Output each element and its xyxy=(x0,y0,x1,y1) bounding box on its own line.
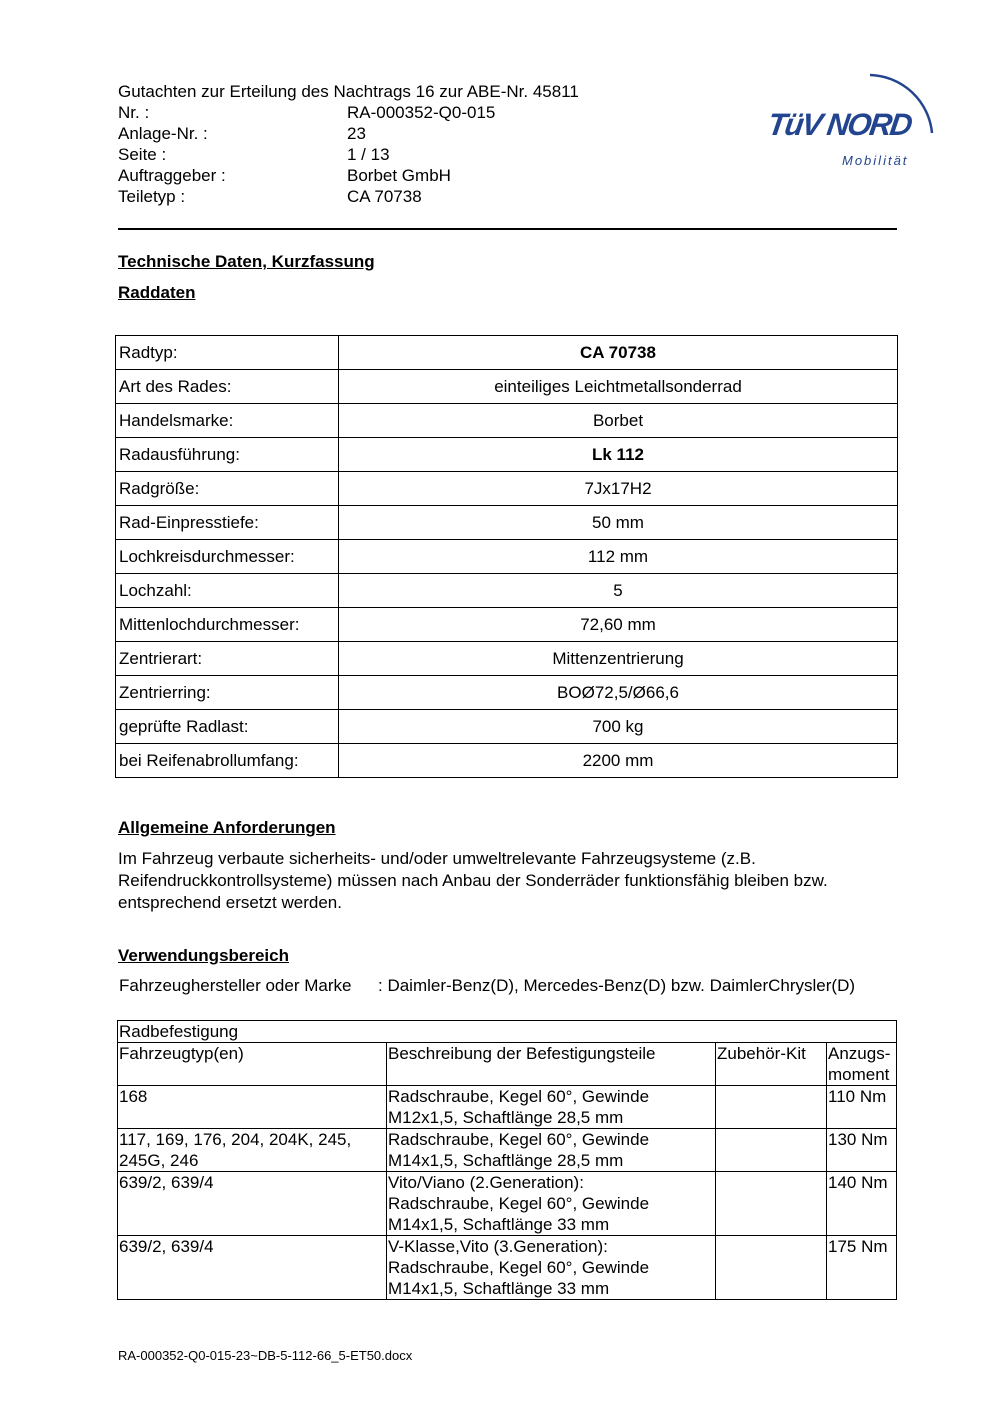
anzugsmoment-cell xyxy=(827,1172,897,1236)
table-row xyxy=(116,710,898,744)
raddaten-value: 7Jx17H2 xyxy=(339,472,898,506)
section-heading-raddaten: Raddaten xyxy=(118,283,196,302)
header-label: Auftraggeber : xyxy=(118,166,226,185)
raddaten-value: Lk 112 xyxy=(339,438,898,472)
anzugsmoment-cell xyxy=(827,1129,897,1172)
cell-line: Radschraube, Kegel 60°, Gewinde xyxy=(388,1130,650,1149)
raddaten-table xyxy=(115,335,898,778)
raddaten-value: 112 mm xyxy=(339,540,898,574)
table-row xyxy=(116,438,898,472)
cell-line: Radschraube, Kegel 60°, Gewinde xyxy=(388,1258,650,1277)
cell-line: Zubehör-Kit xyxy=(717,1044,806,1063)
paragraph-line: entsprechend ersetzt werden. xyxy=(118,893,342,912)
raddaten-label: bei Reifenabrollumfang: xyxy=(116,744,339,778)
cell-line: M14x1,5, Schaftlänge 28,5 mm xyxy=(388,1151,624,1170)
document-title: Gutachten zur Erteilung des Nachtrags 16 zur ABE-Nr. 45811 xyxy=(118,82,579,101)
cell-line: 130 Nm xyxy=(828,1130,888,1149)
logo-wordmark: TüV NORD xyxy=(765,107,913,142)
fahrzeugtyp-cell xyxy=(118,1236,387,1300)
table-row xyxy=(118,1086,897,1129)
header-value: Borbet GmbH xyxy=(347,166,451,185)
header-label: Nr. : xyxy=(118,103,150,122)
raddaten-label: Art des Rades: xyxy=(116,370,339,404)
column-header-fahrzeugtyp xyxy=(118,1043,387,1086)
raddaten-label: Handelsmarke: xyxy=(116,404,339,438)
column-header-beschreibung xyxy=(387,1043,716,1086)
beschreibung-cell xyxy=(387,1172,716,1236)
cell-line: Beschreibung der Befestigungsteile xyxy=(388,1044,656,1063)
table-row xyxy=(116,574,898,608)
cell-line: 245G, 246 xyxy=(119,1151,199,1170)
raddaten-value: einteiliges Leichtmetallsonderrad xyxy=(339,370,898,404)
zubehoer-kit-cell xyxy=(716,1172,827,1236)
cell-line: 168 xyxy=(119,1087,148,1106)
table-row xyxy=(118,1172,897,1236)
radbefestigung-table xyxy=(117,1020,897,1300)
raddaten-value: Borbet xyxy=(339,404,898,438)
table-row xyxy=(116,472,898,506)
table-row xyxy=(118,1129,897,1172)
fahrzeughersteller-value: : Daimler-Benz(D), Mercedes-Benz(D) bzw. DaimlerChrysler(D) xyxy=(378,976,856,995)
header-value: 23 xyxy=(347,124,366,143)
cell-line: Vito/Viano (2.Generation): xyxy=(388,1173,584,1192)
header-value: RA-000352-Q0-015 xyxy=(347,103,496,122)
header-label: Seite : xyxy=(118,145,167,164)
paragraph-line: Im Fahrzeug verbaute sicherheits- und/oder umweltrelevante Fahrzeugsysteme (z.B. xyxy=(118,849,756,868)
raddaten-value: 2200 mm xyxy=(339,744,898,778)
anzugsmoment-cell xyxy=(827,1236,897,1300)
beschreibung-cell xyxy=(387,1129,716,1172)
beschreibung-cell xyxy=(387,1086,716,1129)
header-value: 1 / 13 xyxy=(347,145,390,164)
column-header-anzugsmoment xyxy=(827,1043,897,1086)
raddaten-value: BOØ72,5/Ø66,6 xyxy=(339,676,898,710)
section-heading-verwendungsbereich: Verwendungsbereich xyxy=(118,946,289,965)
column-header-zubehoer-kit xyxy=(716,1043,827,1086)
header-value: CA 70738 xyxy=(347,187,422,206)
section-heading-technische-daten: Technische Daten, Kurzfassung xyxy=(118,252,375,271)
footer-filename: RA-000352-Q0-015-23~DB-5-112-66_5-ET50.docx xyxy=(118,1348,413,1363)
raddaten-value: Mittenzentrierung xyxy=(339,642,898,676)
cell-line: Radschraube, Kegel 60°, Gewinde xyxy=(388,1087,650,1106)
zubehoer-kit-cell xyxy=(716,1129,827,1172)
cell-line: 140 Nm xyxy=(828,1173,888,1192)
cell-line: M12x1,5, Schaftlänge 28,5 mm xyxy=(388,1108,624,1127)
raddaten-value: 5 xyxy=(339,574,898,608)
zubehoer-kit-cell xyxy=(716,1236,827,1300)
logo-subtitle: Mobilität xyxy=(842,153,909,168)
allgemeine-anforderungen-text xyxy=(118,848,898,914)
fahrzeugtyp-cell xyxy=(118,1172,387,1236)
cell-line: moment xyxy=(828,1065,890,1084)
raddaten-label: Radausführung: xyxy=(116,438,339,472)
raddaten-label: Zentrierart: xyxy=(116,642,339,676)
cell-line: 639/2, 639/4 xyxy=(119,1237,214,1256)
raddaten-label: Rad-Einpresstiefe: xyxy=(116,506,339,540)
raddaten-value: 50 mm xyxy=(339,506,898,540)
table-row xyxy=(116,608,898,642)
table-row xyxy=(116,744,898,778)
raddaten-label: Lochzahl: xyxy=(116,574,339,608)
cell-line: 639/2, 639/4 xyxy=(119,1173,214,1192)
table-row xyxy=(116,642,898,676)
table-row xyxy=(116,370,898,404)
raddaten-value: 72,60 mm xyxy=(339,608,898,642)
cell-line: M14x1,5, Schaftlänge 33 mm xyxy=(388,1215,610,1234)
cell-line: V-Klasse,Vito (3.Generation): xyxy=(388,1237,608,1256)
header-label: Anlage-Nr. : xyxy=(118,124,208,143)
header-field-teiletyp xyxy=(118,186,898,207)
zubehoer-kit-cell xyxy=(716,1086,827,1129)
section-heading-allgemeine-anforderungen: Allgemeine Anforderungen xyxy=(118,818,336,837)
raddaten-value: 700 kg xyxy=(339,710,898,744)
raddaten-label: Mittenlochdurchmesser: xyxy=(116,608,339,642)
raddaten-label: geprüfte Radlast: xyxy=(116,710,339,744)
table-row xyxy=(118,1236,897,1300)
cell-line: 175 Nm xyxy=(828,1237,888,1256)
raddaten-label: Radgröße: xyxy=(116,472,339,506)
cell-line: Radschraube, Kegel 60°, Gewinde xyxy=(388,1194,650,1213)
fahrzeughersteller-label: Fahrzeughersteller oder Marke xyxy=(119,976,352,995)
table-header-row xyxy=(118,1043,897,1086)
fahrzeugtyp-cell xyxy=(118,1129,387,1172)
raddaten-label: Zentrierring: xyxy=(116,676,339,710)
table-row xyxy=(116,336,898,370)
beschreibung-cell xyxy=(387,1236,716,1300)
radbefestigung-caption: Radbefestigung xyxy=(118,1021,897,1043)
table-row xyxy=(116,540,898,574)
anzugsmoment-cell xyxy=(827,1086,897,1129)
header-label: Teiletyp : xyxy=(118,187,186,206)
cell-line: 117, 169, 176, 204, 204K, 245, xyxy=(119,1130,352,1149)
cell-line: 110 Nm xyxy=(828,1087,887,1106)
paragraph-line: Reifendruckkontrollsysteme) müssen nach Anbau der Sonderräder funktionsfähig bleiben bzw. xyxy=(118,871,828,890)
fahrzeugtyp-cell xyxy=(118,1086,387,1129)
raddaten-label: Lochkreisdurchmesser: xyxy=(116,540,339,574)
cell-line: Anzugs- xyxy=(828,1044,891,1063)
cell-line: M14x1,5, Schaftlänge 33 mm xyxy=(388,1279,610,1298)
cell-line: Fahrzeugtyp(en) xyxy=(119,1044,244,1063)
raddaten-value: CA 70738 xyxy=(339,336,898,370)
raddaten-label: Radtyp: xyxy=(116,336,339,370)
table-row xyxy=(116,676,898,710)
header-divider xyxy=(118,228,897,230)
table-row xyxy=(116,404,898,438)
table-row xyxy=(116,506,898,540)
table-caption-row xyxy=(118,1021,897,1043)
tuev-nord-logo xyxy=(760,55,945,175)
